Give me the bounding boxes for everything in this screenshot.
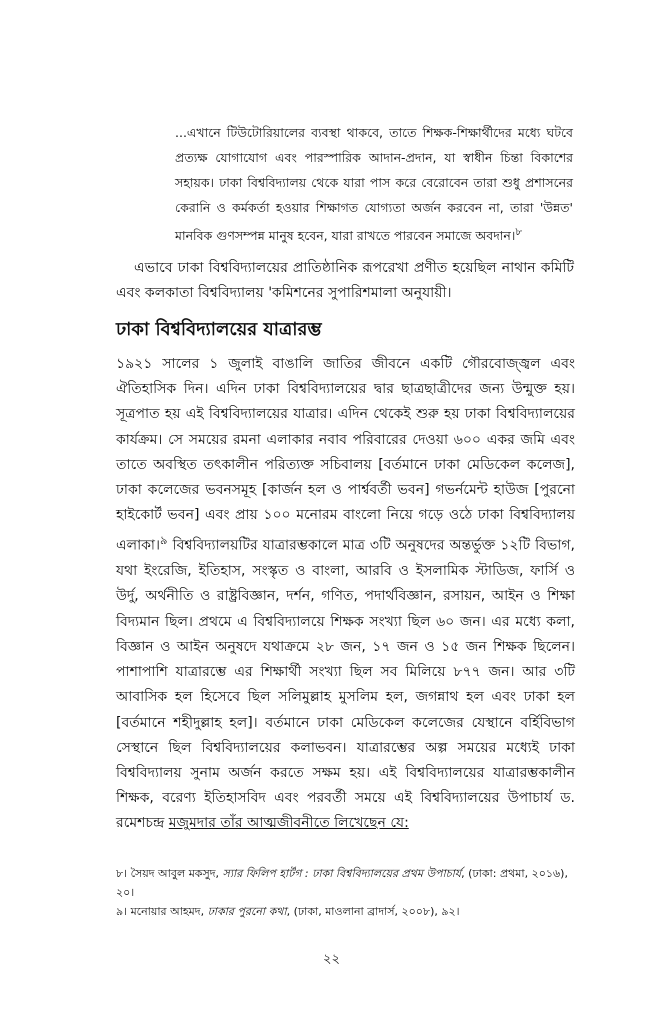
body-footnote-ref: ৯ bbox=[160, 533, 168, 548]
footnote-number: ৮। bbox=[116, 867, 128, 880]
quote-text: ...এখানে টিউটোরিয়ালের ব্যবস্থা থাকবে, তাতে শিক্ষক-শিক্ষার্থীদের মধ্যে ঘটবে প্রত্যক্ষ যোগাযোগ এবং পারস্পারিক আদান-প্রদান, যা স্বাধীন চিন্তা বিকাশের সহায়ক। ঢাকা বিশ্ববিদ্যালয় থেকে যারা পাস করে বেরোবেন তারা শুধু প্রশাসনের কেরানি ও কর্মকর্তা হওয়ার শিক্ষাগত যোগ্যতা অর্জন করবেন না, তারা 'উন্নত' মানবিক গুণসম্পন্ন মানুষ হবেন, যারা রাখতে পারবেন সমাজে অবদান। bbox=[175, 125, 573, 244]
footnote-number: ৯। bbox=[116, 905, 128, 918]
footnote-publication: , (ঢাকা: প্রথমা, ২০১৬), ২০। bbox=[116, 867, 568, 899]
body-paragraph bbox=[116, 352, 575, 837]
footnotes bbox=[116, 864, 576, 921]
body-text-part-1: ১৯২১ সালের ১ জুলাই বাঙালি জাতির জীবনে একটি গৌরবোজ্জ্বল এবং ঐতিহাসিক দিন। এদিন ঢাকা বিশ্ববিদ্যালয়ের দ্বার ছাত্রছাত্রীদের জন্য উন্মুক্ত হয়। সূত্রপাত হয় এই বিশ্ববিদ্যালয়ের যাত্রার। এদিন থেকেই শুরু হয় ঢাকা বিশ্ববিদ্যালয়ের কার্যক্রম। সে সময়ের রমনা এলাকার নবাব পরিবারের দেওয়া ৬০০ একর জমি এবং তাতে অবস্থিত তৎকালীন পরিত্যক্ত সচিবালয় [বর্তমানে ঢাকা মেডিকেল কলেজ], ঢাকা কলেজের ভবনসমূহ [কার্জন হল ও পার্শ্ববর্তী ভবন] গভর্নমেন্ট হাউজ [পুরনো হাইকোর্ট ভবন] এবং প্রায় ১০০ মনোরম বাংলো নিয়ে গড়ে ওঠে ঢাকা বিশ্ববিদ্যালয় এলাকা। bbox=[116, 356, 575, 555]
footnote-author: মনোয়ার আহমদ, bbox=[127, 905, 208, 918]
footnote-author: সৈয়দ আবুল মকসুদ, bbox=[127, 867, 223, 880]
section-heading: ঢাকা বিশ্ববিদ্যালয়ের যাত্রারম্ভ bbox=[116, 319, 322, 340]
footnote-publication: , (ঢাকা, মাওলানা ব্রাদার্স, ২০০৮), ৯২। bbox=[286, 905, 460, 918]
page-number: ২২ bbox=[323, 952, 340, 967]
block-quote bbox=[175, 120, 573, 248]
footnote-title: স্যার ফিলিপ হার্টগ : ঢাকা বিশ্ববিদ্যালয়ের প্রথম উপাচার্য bbox=[222, 867, 462, 880]
body-last-line: মজুমদার তাঁর আত্মজীবনীতে লিখেছেন যে: bbox=[168, 815, 409, 832]
body-text-part-2: বিশ্ববিদ্যালয়টির যাত্রারম্ভকালে মাত্র ৩টি অনুষদের অন্তর্ভুক্ত ১২টি বিভাগ, যথা ইংরেজি, ইতিহাস, সংস্কৃত ও বাংলা, আরবি ও ইসলামিক স্টাডিজ, ফার্সি ও উর্দু, অর্থনীতি ও রাষ্ট্রবিজ্ঞান, দর্শন, গণিত, পদার্থবিজ্ঞান, রসায়ন, আইন ও শিক্ষা বিদ্যমান ছিল। প্রথমে এ বিশ্ববিদ্যালয়ে শিক্ষক সংখ্যা ছিল ৬০ জন। এর মধ্যে কলা, বিজ্ঞান ও আইন অনুষদে যথাক্রমে ২৮ জন, ১৭ জন ও ১৫ জন শিক্ষক ছিলেন। পাশাপাশি যাত্রারম্ভে এর শিক্ষার্থী সংখ্যা ছিল সব মিলিয়ে ৮৭৭ জন। আর ৩টি আবাসিক হল হিসেবে ছিল সলিমুল্লাহ মুসলিম হল, জগন্নাথ হল এবং ঢাকা হল [বর্তমানে শহীদুল্লাহ হল]। বর্তমানে ঢাকা মেডিকেল কলেজের যেস্থানে বর্হিবিভাগ সেস্থানে ছিল বিশ্ববিদ্যালয়ের কলাভবন। যাত্রারম্ভের অল্প সময়ের মধ্যেই ঢাকা বিশ্ববিদ্যালয় সুনাম অর্জন করতে সক্ষম হয়। এই বিশ্ববিদ্যালয়ের যাত্রারম্ভকালীন শিক্ষক, বরেণ্য ইতিহাসবিদ এবং পরবর্তী সময়ে এই বিশ্ববিদ্যালয়ের উপাচার্য ড. রমেশচন্দ্র bbox=[116, 538, 575, 832]
intro-paragraph: এভাবে ঢাকা বিশ্ববিদ্যালয়ের প্রাতিষ্ঠানিক রূপরেখা প্রণীত হয়েছিল নাথান কমিটি এবং কলকাতা বিশ্ববিদ্যালয় 'কমিশনের সুপারিশমালা অনুযায়ী। bbox=[116, 260, 574, 301]
footnote bbox=[116, 864, 576, 902]
footnote bbox=[116, 902, 576, 921]
footnote-title: ঢাকার পুরনো কথা bbox=[207, 905, 287, 918]
quote-footnote-ref: ৮ bbox=[515, 226, 523, 238]
